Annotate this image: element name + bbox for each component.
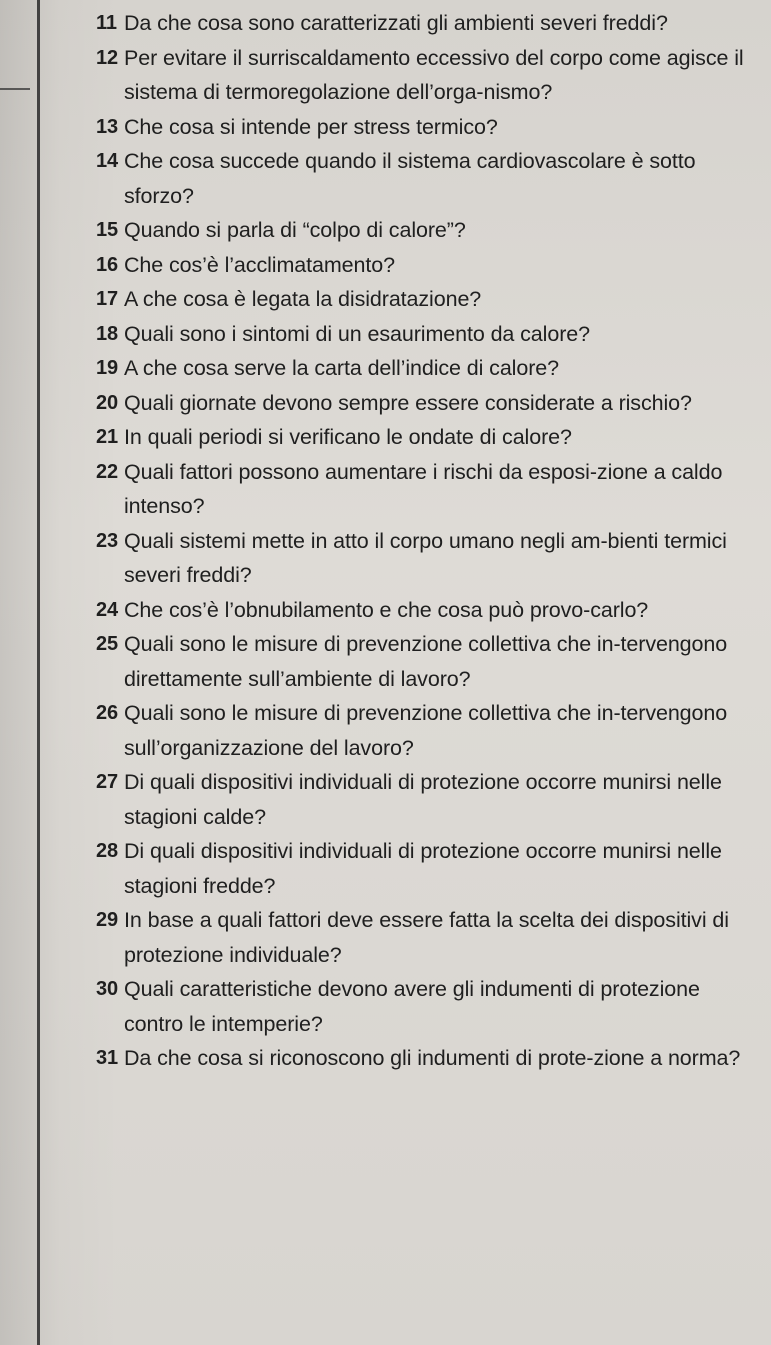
question-text: Che cosa si intende per stress termico? — [124, 114, 498, 139]
question-item — [96, 593, 761, 628]
question-text: Quali sistemi mette in atto il corpo umano negli am-bienti termici severi freddi? — [124, 528, 727, 587]
question-item — [96, 6, 761, 41]
question-item — [96, 765, 761, 834]
question-text: Quali fattori possono aumentare i rischi da esposi-zione a caldo intenso? — [124, 459, 723, 518]
question-number: 21 — [96, 426, 119, 448]
margin-tick — [0, 88, 30, 90]
question-text: Per evitare il surriscaldamento eccessivo del corpo come agisce il sistema di termoregolazione dell’orga-nismo? — [124, 45, 744, 104]
question-item — [96, 351, 761, 386]
question-text: Di quali dispositivi individuali di protezione occorre munirsi nelle stagioni calde? — [124, 770, 722, 829]
question-text: In quali periodi si verificano le ondate di calore? — [124, 425, 572, 449]
question-list — [96, 6, 761, 1076]
question-number: 26 — [96, 702, 119, 724]
question-text: Da che cosa si riconoscono gli indumenti di prote-zione a norma? — [124, 1046, 741, 1070]
question-text: Che cos’è l’obnubilamento e che cosa può provo-carlo? — [124, 597, 649, 622]
question-item — [96, 524, 761, 593]
question-text: In base a quali fattori deve essere fatta la scelta dei dispositivi di protezione individuale? — [124, 908, 729, 967]
question-text: Da che cosa sono caratterizzati gli ambienti severi freddi? — [124, 11, 668, 35]
question-text: A che cosa è legata la disidratazione? — [124, 287, 482, 311]
question-number: 20 — [96, 391, 119, 414]
question-text: Quali sono le misure di prevenzione collettiva che in-tervengono sull’organizzazione del lavoro? — [124, 701, 728, 760]
question-item — [96, 834, 761, 903]
question-number: 11 — [96, 12, 117, 34]
question-item — [96, 903, 761, 972]
question-number: 16 — [96, 253, 119, 276]
question-number: 25 — [96, 633, 119, 655]
question-number: 18 — [96, 322, 119, 345]
question-item — [96, 386, 761, 421]
question-item — [96, 144, 761, 213]
question-text: Quali sono i sintomi di un esaurimento da calore? — [124, 321, 590, 346]
question-item — [96, 455, 761, 524]
question-item — [96, 282, 761, 317]
question-text: Quando si parla di “colpo di calore”? — [124, 218, 466, 242]
question-number: 12 — [96, 46, 119, 69]
question-text: Che cos’è l’acclimatamento? — [124, 252, 395, 277]
question-item — [96, 317, 761, 352]
question-number: 31 — [96, 1047, 119, 1069]
question-item — [96, 1041, 761, 1076]
question-item — [96, 110, 761, 145]
question-number: 17 — [96, 288, 119, 310]
question-number: 19 — [96, 357, 119, 379]
question-number: 24 — [96, 598, 119, 621]
question-item — [96, 627, 761, 696]
question-number: 30 — [96, 978, 119, 1000]
question-text: Che cosa succede quando il sistema cardiovascolare è sotto sforzo? — [124, 149, 696, 208]
question-number: 29 — [96, 909, 119, 931]
question-text: Quali sono le misure di prevenzione collettiva che in-tervengono direttamente sull’ambiente di lavoro? — [124, 632, 728, 691]
question-item — [96, 696, 761, 765]
question-number: 13 — [96, 115, 119, 138]
question-number: 28 — [96, 840, 119, 862]
question-number: 14 — [96, 150, 119, 172]
question-number: 23 — [96, 529, 119, 552]
question-text: Quali giornate devono sempre essere considerate a rischio? — [124, 390, 692, 415]
question-item — [96, 213, 761, 248]
question-number: 22 — [96, 460, 119, 483]
question-text: A che cosa serve la carta dell’indice di calore? — [124, 356, 559, 380]
question-item — [96, 41, 761, 110]
question-number: 15 — [96, 219, 119, 241]
question-text: Quali caratteristiche devono avere gli indumenti di protezione contro le intemperie? — [124, 977, 700, 1036]
question-item — [96, 972, 761, 1041]
question-number: 27 — [96, 771, 119, 793]
margin-rule — [37, 0, 40, 1345]
question-text: Di quali dispositivi individuali di protezione occorre munirsi nelle stagioni fredde? — [124, 839, 722, 898]
question-item — [96, 248, 761, 283]
question-item — [96, 420, 761, 455]
